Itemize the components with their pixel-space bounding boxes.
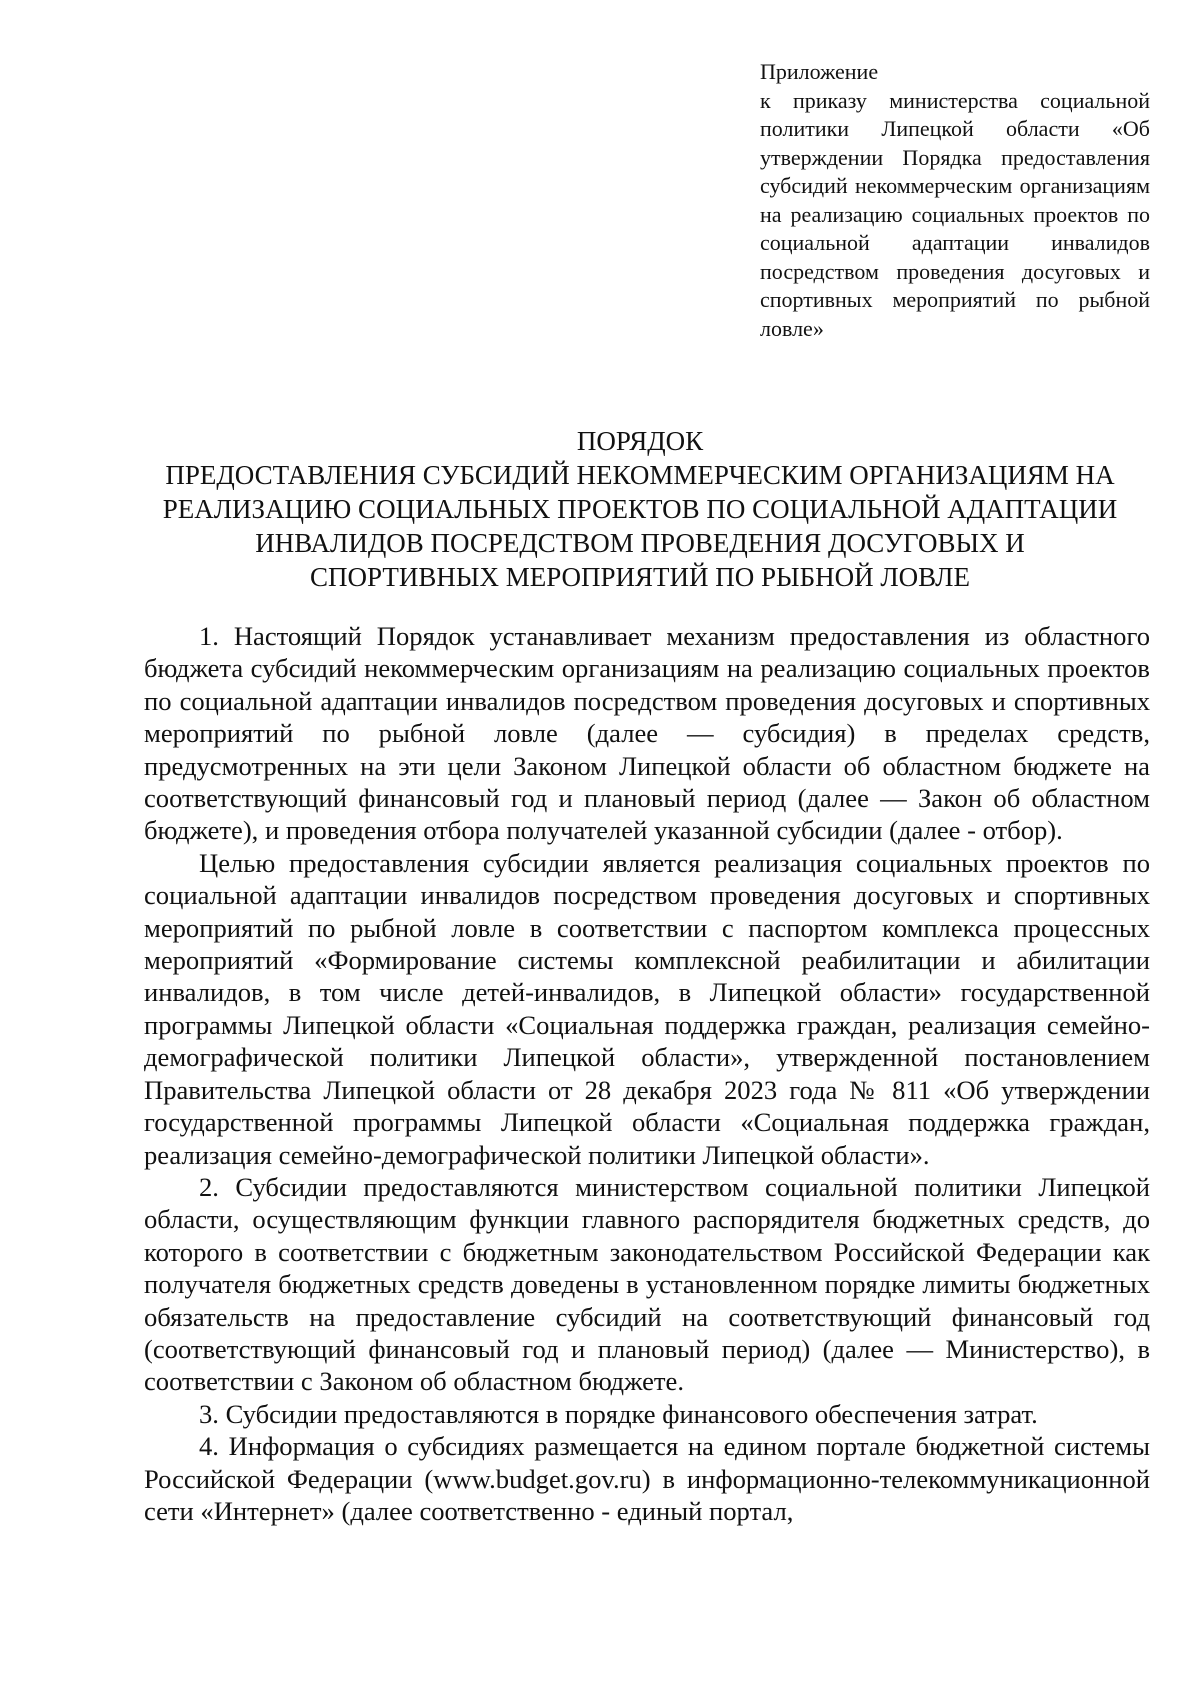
title-line-5: СПОРТИВНЫХ МЕРОПРИЯТИЙ ПО РЫБНОЙ ЛОВЛЕ [310,562,970,592]
paragraph-2: 2. Субсидии предоставляются министерством социальной политики Липецкой области, осуществляющим функции главного распорядителя бюджетных средств, до которого в соответствии с бюджетным законодательством Российской Федерации как получателя бюджетных средств доведены в установленном порядке лимиты бюджетных обязательств на предоставление субсидий на соответствующий финансовый год (соответствующий финансовый год и плановый период) (далее — Министерство), в соответствии с Законом об областном бюджете. [144,1171,1150,1397]
title-line-4: ИНВАЛИДОВ ПОСРЕДСТВОМ ПРОВЕДЕНИЯ ДОСУГОВЫХ И [255,528,1025,558]
document-body [144,620,1150,1527]
paragraph-1: 1. Настоящий Порядок устанавливает механизм предоставления из областного бюджета субсидий некоммерческим организациям на реализацию социальных проектов по социальной адаптации инвалидов посредством проведения досуговых и спортивных мероприятий по рыбной ловле (далее — субсидия) в пределах средств, предусмотренных на эти цели Законом Липецкой области об областном бюджете на соответствующий финансовый год и плановый период (далее — Закон об областном бюджете), и проведения отбора получателей указанной субсидии (далее - отбор). [144,621,1150,846]
paragraph-3: 3. Субсидии предоставляются в порядке финансового обеспечения затрат. [199,1398,1038,1429]
paragraph-4: 4. Информация о субсидиях размещается на едином портале бюджетной системы Российской Федерации (www.budget.gov.ru) в информационно-телекоммуникационной сети «Интернет» (далее соответственно - единый портал, [144,1431,1150,1526]
appendix-heading: Приложение [760,59,879,84]
paragraph-purpose: Целью предоставления субсидии является реализация социальных проектов по социальной адаптации инвалидов посредством проведения досуговых и спортивных мероприятий по рыбной ловле в соответствии с паспортом комплекса процессных мероприятий «Формирование системы комплексной реабилитации и абилитации инвалидов, в том числе детей-инвалидов, в Липецкой области» государственной программы Липецкой области «Социальная поддержка граждан, реализация семейно-демографической политики Липецкой области», утвержденной постановлением Правительства Липецкой области от 28 декабря 2023 года № 811 «Об утверждении государственной программы Липецкой области «Социальная поддержка граждан, реализация семейно-демографической политики Липецкой области». [144,847,1150,1170]
appendix-text: к приказу министерства социальной политики Липецкой области «Об утверждении Порядка предоставления субсидий некоммерческим организациям на реализацию социальных проектов по социальной адаптации инвалидов посредством проведения досуговых и спортивных мероприятий по рыбной ловле» [760,87,1150,341]
document-title [130,424,1150,594]
title-line-3: РЕАЛИЗАЦИЮ СОЦИАЛЬНЫХ ПРОЕКТОВ ПО СОЦИАЛЬНОЙ АДАПТАЦИИ [162,494,1118,524]
appendix-note [760,58,1150,343]
title-line-1: ПОРЯДОК [576,426,704,456]
title-line-2: ПРЕДОСТАВЛЕНИЯ СУБСИДИЙ НЕКОММЕРЧЕСКИМ ОРГАНИЗАЦИЯМ НА [165,460,1115,490]
